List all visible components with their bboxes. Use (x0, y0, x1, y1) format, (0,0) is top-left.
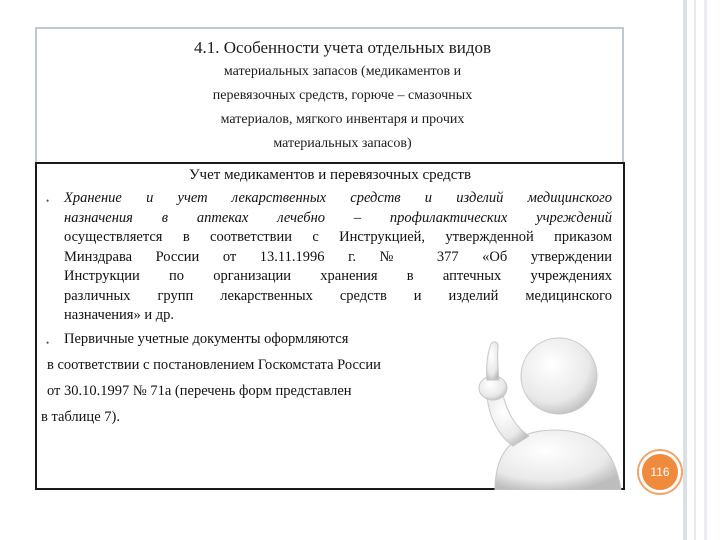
slide-title (70, 36, 615, 156)
paragraph-storage-rest (64, 228, 612, 326)
title-line: перевязочных средств, горюче – смазочных (212, 88, 473, 103)
bullet-icon: • (46, 338, 50, 348)
paragraph-documents-line: от 30.10.1997 № 71а (перечень форм представлен (47, 383, 352, 399)
pointing-person-illustration (455, 318, 623, 490)
box-heading: Учет медикаментов и перевязочных средств (188, 167, 472, 183)
paragraph-line: назначения» и др. (64, 307, 174, 324)
paragraph-documents-line: в таблице 7). (41, 409, 120, 425)
paragraph-documents-line: Первичные учетные документы оформляются (64, 331, 349, 347)
paragraph-line: назначения в аптеках лечебно – профилактических учреждений (64, 209, 612, 226)
paragraph-line: Инструкции по организации хранения в аптечных учреждениях (64, 268, 612, 285)
paragraph-line: осуществляется в соответствии с Инструкцией, утвержденной приказом (64, 229, 612, 245)
title-line: материальных запасов) (273, 136, 412, 151)
bullet-icon: • (46, 196, 50, 206)
right-decoration-stripe (683, 0, 687, 540)
paragraph-storage (64, 189, 612, 228)
paragraph-line: Минздрава России от 13.11.1996 г. № 377 «Об утверждении (64, 248, 612, 265)
title-line: материальных запасов (медикаментов и (223, 64, 462, 79)
title-line: материалов, мягкого инвентаря и прочих (220, 112, 465, 127)
page-number-badge: 116 (639, 451, 681, 493)
paragraph-line: различных групп лекарственных средств и изделий медицинского (64, 287, 612, 304)
right-decoration-stripe (694, 0, 696, 540)
right-decoration-stripe (704, 0, 707, 540)
paragraph-line: Хранение и учет лекарственных средств и изделий медицинского (64, 190, 612, 206)
title-line: 4.1. Особенности учета отдельных видов (194, 38, 491, 57)
paragraph-documents-line: в соответствии с постановлением Госкомстата России (47, 357, 381, 373)
